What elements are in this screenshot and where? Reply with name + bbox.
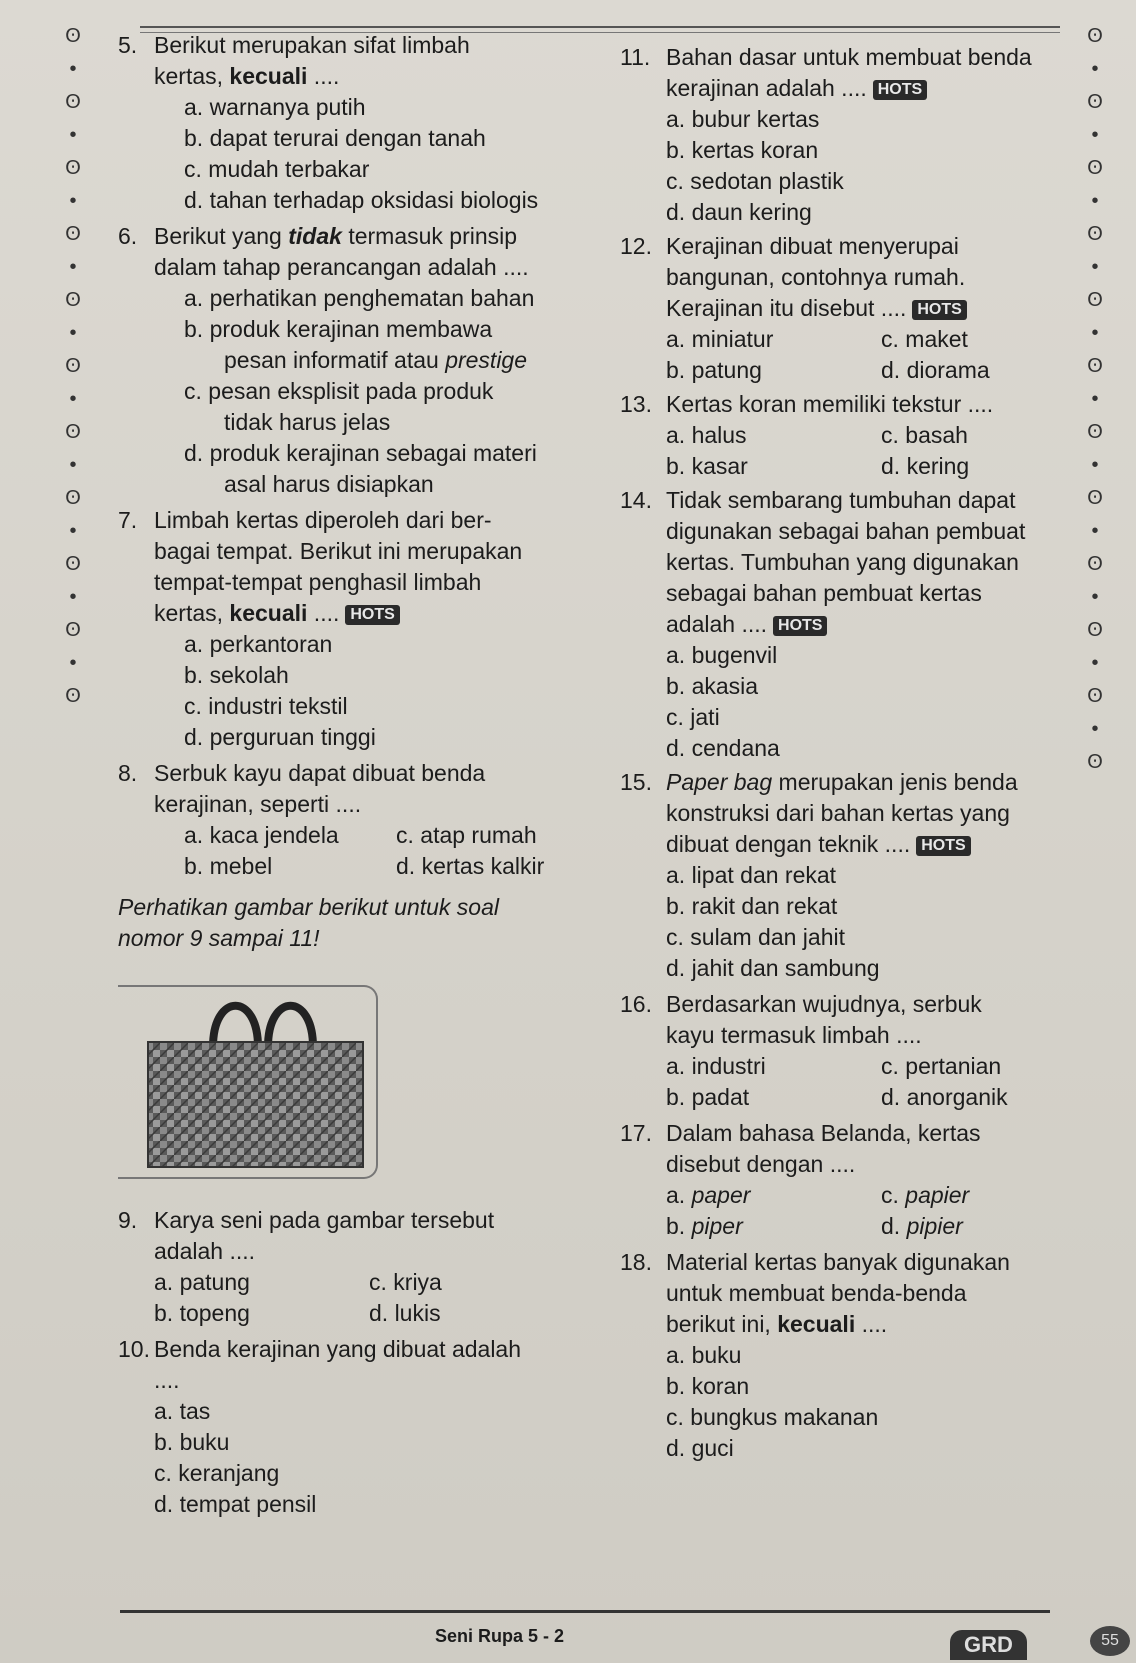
question-14: [620, 485, 1100, 764]
question-number: 5.: [118, 32, 138, 58]
option-c: c. maket: [881, 326, 968, 352]
option-c-continued: tidak harus jelas: [224, 409, 391, 435]
hots-badge: HOTS: [345, 605, 399, 625]
question-text: Dalam bahasa Belanda, kertas: [666, 1120, 981, 1146]
option-a: a. bugenvil: [666, 642, 778, 668]
question-10: [118, 1334, 608, 1520]
option-b: b. patung: [666, 357, 762, 383]
question-text: kertas, kecuali ....: [154, 63, 340, 89]
hots-badge: HOTS: [916, 836, 970, 856]
question-8: [118, 758, 608, 882]
option-d: d. jahit dan sambung: [666, 955, 880, 981]
question-text: untuk membuat benda-benda: [666, 1280, 967, 1306]
book-title: Seni Rupa 5 - 2: [435, 1626, 565, 1646]
question-number: 14.: [620, 487, 652, 513]
question-text: tempat-tempat penghasil limbah: [154, 569, 482, 595]
question-text: digunakan sebagai bahan pembuat: [666, 518, 1026, 544]
option-d: d. pipier: [881, 1213, 963, 1239]
option-row: [620, 1211, 1100, 1242]
option-row: [620, 1180, 1100, 1211]
question-number: 17.: [620, 1120, 652, 1146]
question-11: [620, 42, 1100, 228]
question-text: dibuat dengan teknik .... HOTS: [620, 829, 1100, 860]
question-text: kerajinan adalah .... HOTS: [620, 73, 1100, 104]
option-a: a. perkantoran: [184, 631, 333, 657]
option-row: [620, 324, 1100, 355]
option-c: c. bungkus makanan: [666, 1404, 879, 1430]
option-c: c. sulam dan jahit: [666, 924, 845, 950]
option-b: b. akasia: [666, 673, 759, 699]
option-d: d. tahan terhadap oksidasi biologis: [184, 187, 539, 213]
question-17: [620, 1118, 1100, 1242]
option-a: a. perhatikan penghematan bahan: [184, 285, 535, 311]
option-c: c. pesan eksplisit pada produk: [184, 378, 494, 404]
option-c: c. papier: [881, 1182, 970, 1208]
option-a: a. lipat dan rekat: [666, 862, 837, 888]
option-d: d. tempat pensil: [154, 1491, 317, 1517]
option-d: d. kertas kalkir: [396, 853, 545, 879]
option-d: d. daun kering: [666, 199, 812, 225]
question-text: Limbah kertas diperoleh dari ber-: [154, 507, 492, 533]
option-c: c. mudah terbakar: [184, 156, 370, 182]
option-row: [620, 1051, 1100, 1082]
question-number: 13.: [620, 391, 652, 417]
question-18: [620, 1247, 1100, 1464]
publisher-badge: GRD: [950, 1630, 1027, 1660]
question-number: 7.: [118, 507, 138, 533]
option-b: b. buku: [154, 1429, 230, 1455]
question-text: Kertas koran memiliki tekstur ....: [666, 391, 994, 417]
right-ornament-border: ʘ • ʘ • ʘ • ʘ • ʘ • ʘ • ʘ • ʘ • ʘ • ʘ • ʘ • ʘ: [1087, 25, 1103, 773]
option-c: c. kriya: [369, 1269, 442, 1295]
question-9: [118, 1205, 608, 1329]
hots-badge: HOTS: [873, 80, 927, 100]
question-number: 11.: [620, 44, 651, 70]
question-text: Material kertas banyak digunakan: [666, 1249, 1010, 1275]
option-row: [620, 1082, 1100, 1113]
option-a: a. halus: [666, 422, 747, 448]
option-b: b. kasar: [666, 453, 748, 479]
option-row: [620, 420, 1100, 451]
question-number: 18.: [620, 1249, 652, 1275]
option-a: a. industri: [666, 1053, 766, 1079]
option-a: a. paper: [666, 1182, 751, 1208]
hots-badge: HOTS: [912, 300, 966, 320]
option-c: c. pertanian: [881, 1053, 1002, 1079]
page-number: 55: [1090, 1626, 1130, 1656]
question-number: 12.: [620, 233, 652, 259]
question-number: 15.: [620, 769, 652, 795]
question-15: [620, 767, 1100, 984]
question-text: bagai tempat. Berikut ini merupakan: [154, 538, 523, 564]
question-text: Paper bag merupakan jenis benda: [666, 769, 1018, 795]
option-c: c. industri tekstil: [184, 693, 348, 719]
picture-instruction: [118, 892, 608, 954]
question-text: kerajinan, seperti ....: [154, 791, 362, 817]
question-text: Berikut yang tidak termasuk prinsip: [154, 223, 518, 249]
option-d: d. diorama: [881, 357, 990, 383]
woven-bag-image: [118, 987, 368, 1175]
question-5: [118, 30, 608, 216]
instruction-text: nomor 9 sampai 11!: [118, 925, 320, 951]
option-a: a. patung: [154, 1269, 250, 1295]
question-text: dalam tahap perancangan adalah ....: [154, 254, 529, 280]
option-row: [118, 820, 608, 851]
option-b-continued: pesan informatif atau prestige: [224, 347, 528, 373]
option-a: a. miniatur: [666, 326, 774, 352]
option-d-continued: asal harus disiapkan: [224, 471, 434, 497]
question-text: Berdasarkan wujudnya, serbuk: [666, 991, 982, 1017]
option-b: b. kertas koran: [666, 137, 819, 163]
instruction-text: Perhatikan gambar berikut untuk soal: [118, 894, 499, 920]
question-12: [620, 231, 1100, 386]
option-b: b. dapat terurai dengan tanah: [184, 125, 486, 151]
question-number: 9.: [118, 1207, 138, 1233]
question-number: 16.: [620, 991, 652, 1017]
option-c: c. jati: [666, 704, 720, 730]
left-ornament-border: ʘ • ʘ • ʘ • ʘ • ʘ • ʘ • ʘ • ʘ • ʘ • ʘ • ʘ: [65, 25, 81, 707]
option-b: b. piper: [666, 1213, 743, 1239]
option-c: c. basah: [881, 422, 968, 448]
right-question-column: [620, 42, 1100, 1464]
hots-badge: HOTS: [773, 616, 827, 636]
option-c: c. atap rumah: [396, 822, 537, 848]
question-text: Karya seni pada gambar tersebut: [154, 1207, 495, 1233]
option-d: d. guci: [666, 1435, 734, 1461]
option-b: b. topeng: [154, 1300, 250, 1326]
option-d: d. produk kerajinan sebagai materi: [184, 440, 537, 466]
question-text: kertas, kecuali .... HOTS: [118, 598, 608, 629]
option-c: c. sedotan plastik: [666, 168, 844, 194]
option-b: b. koran: [666, 1373, 750, 1399]
question-16: [620, 989, 1100, 1113]
question-text: sebagai bahan pembuat kertas: [666, 580, 982, 606]
option-d: d. lukis: [369, 1300, 441, 1326]
option-row: [620, 451, 1100, 482]
question-number: 10.: [118, 1336, 150, 1362]
question-text: disebut dengan ....: [666, 1151, 856, 1177]
option-a: a. buku: [666, 1342, 742, 1368]
question-text: Bahan dasar untuk membuat benda: [666, 44, 1032, 70]
question-6: [118, 221, 608, 500]
option-d: d. kering: [881, 453, 970, 479]
question-text: Kerajinan dibuat menyerupai: [666, 233, 959, 259]
question-text: kayu termasuk limbah ....: [666, 1022, 922, 1048]
option-row: [118, 1298, 608, 1329]
question-number: 6.: [118, 223, 138, 249]
option-a: a. warnanya putih: [184, 94, 366, 120]
option-row: [620, 355, 1100, 386]
question-text: adalah .... HOTS: [620, 609, 1100, 640]
left-question-column: [118, 30, 608, 954]
question-7: [118, 505, 608, 753]
option-b: b. padat: [666, 1084, 750, 1110]
question-text: ....: [154, 1367, 180, 1393]
bag-picture-frame: [118, 985, 378, 1179]
question-13: [620, 389, 1100, 482]
option-d: d. perguruan tinggi: [184, 724, 376, 750]
footer-bar: [120, 1610, 1050, 1655]
option-row: [118, 851, 608, 882]
question-text: Benda kerajinan yang dibuat adalah: [154, 1336, 522, 1362]
question-text: Serbuk kayu dapat dibuat benda: [154, 760, 486, 786]
option-b: b. sekolah: [184, 662, 289, 688]
left-question-column-lower: [118, 1205, 608, 1520]
option-b: b. produk kerajinan membawa: [184, 316, 493, 342]
option-a: a. tas: [154, 1398, 211, 1424]
question-text: Berikut merupakan sifat limbah: [154, 32, 470, 58]
option-b: b. mebel: [184, 853, 273, 879]
top-border-line: [140, 26, 1060, 28]
question-text: bangunan, contohnya rumah.: [666, 264, 966, 290]
question-text: Tidak sembarang tumbuhan dapat: [666, 487, 1016, 513]
question-text: berikut ini, kecuali ....: [666, 1311, 888, 1337]
option-b: b. rakit dan rekat: [666, 893, 838, 919]
question-text: Kerajinan itu disebut .... HOTS: [620, 293, 1100, 324]
option-a: a. kaca jendela: [184, 822, 339, 848]
question-number: 8.: [118, 760, 138, 786]
option-a: a. bubur kertas: [666, 106, 820, 132]
option-d: d. cendana: [666, 735, 780, 761]
option-row: [118, 1267, 608, 1298]
question-text: konstruksi dari bahan kertas yang: [666, 800, 1010, 826]
option-d: d. anorganik: [881, 1084, 1008, 1110]
question-text: kertas. Tumbuhan yang digunakan: [666, 549, 1019, 575]
option-c: c. keranjang: [154, 1460, 280, 1486]
question-text: adalah ....: [154, 1238, 256, 1264]
